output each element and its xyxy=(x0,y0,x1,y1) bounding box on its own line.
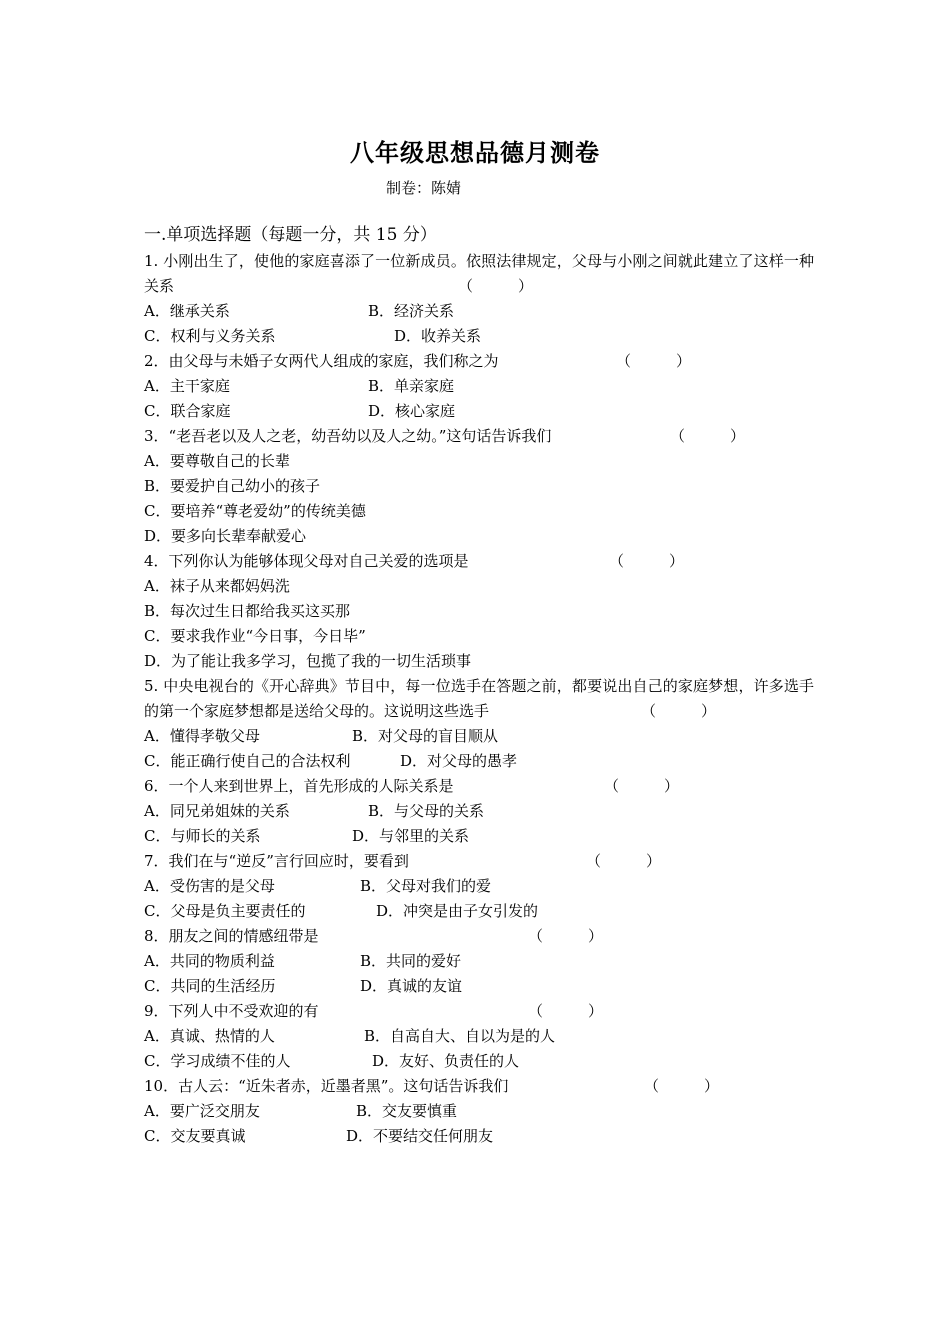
option-c: C．能正确行使自己的合法权利 xyxy=(144,752,351,770)
answer-blank: （ ） xyxy=(609,552,685,570)
option-b: B．共同的爱好 xyxy=(360,952,462,970)
option-d: D．为了能让我多学习，包揽了我的一切生活琐事 xyxy=(144,652,472,670)
option-d: D．核心家庭 xyxy=(368,402,456,420)
question-8-text: 8．朋友之间的情感纽带是 xyxy=(144,927,319,945)
option-row xyxy=(144,324,814,349)
question-7-text: 7．我们在与“逆反”言行回应时，要看到 xyxy=(144,852,409,870)
question-8 xyxy=(144,924,814,949)
question-2-text: 2．由父母与未婚子女两代人组成的家庭，我们称之为 xyxy=(144,352,499,370)
question-4-text: 4．下列你认为能够体现父母对自己关爱的选项是 xyxy=(144,552,469,570)
author-line: 制卷：陈婧 xyxy=(386,179,462,197)
answer-blank: （ ） xyxy=(586,852,662,870)
option-row xyxy=(144,949,814,974)
answer-blank: （ ） xyxy=(604,777,680,795)
option-row xyxy=(144,1124,814,1149)
option-row xyxy=(144,1024,814,1049)
option-c: C．学习成绩不佳的人 xyxy=(144,1052,291,1070)
option-b: B．父母对我们的爱 xyxy=(360,877,492,895)
option-d: D．冲突是由子女引发的 xyxy=(376,902,539,920)
option-d: D．收养关系 xyxy=(394,327,482,345)
section-heading: 一.单项选择题（每题一分，共 15 分） xyxy=(144,225,437,245)
question-9 xyxy=(144,999,814,1024)
question-6-text: 6．一个人来到世界上，首先形成的人际关系是 xyxy=(144,777,454,795)
answer-blank: （ ） xyxy=(670,427,746,445)
option-b: B．经济关系 xyxy=(368,302,455,320)
option-b: B．自高自大、自以为是的人 xyxy=(364,1027,556,1045)
option-row xyxy=(144,974,814,999)
option-a: A．要广泛交朋友 xyxy=(144,1102,260,1120)
option-row xyxy=(144,899,814,924)
answer-blank: （ ） xyxy=(616,352,692,370)
option-c: C．要求我作业“今日事，今日毕” xyxy=(144,627,366,645)
option-b: B．要爱护自己幼小的孩子 xyxy=(144,477,321,495)
option-b: B．每次过生日都给我买这买那 xyxy=(144,602,351,620)
answer-blank: （ ） xyxy=(528,927,604,945)
page-title: 八年级思想品德月测卷 xyxy=(350,138,600,167)
option-c: C．权利与义务关系 xyxy=(144,327,276,345)
question-5-text: 5. 中央电视台的《开心辞典》节目中，每一位选手在答题之前，都要说出自己的家庭梦想，许多选手的第一个家庭梦想都是送给父母的。这说明这些选手 xyxy=(144,677,814,720)
option-b: B．交友要慎重 xyxy=(356,1102,458,1120)
option-d: D．要多向长辈奉献爱心 xyxy=(144,527,307,545)
question-5 xyxy=(144,674,814,724)
option-row xyxy=(144,749,814,774)
option-row xyxy=(144,1049,814,1074)
question-1 xyxy=(144,249,814,299)
option-row xyxy=(144,1099,814,1124)
option-a: A．共同的物质利益 xyxy=(144,952,275,970)
option-a: A．主干家庭 xyxy=(144,377,230,395)
question-1-text: 1. 小刚出生了，使他的家庭喜添了一位新成员。依照法律规定，父母与小刚之间就此建立了这样一种关系 xyxy=(144,252,814,295)
option-a: A．同兄弟姐妹的关系 xyxy=(144,802,290,820)
exam-content xyxy=(144,222,814,1149)
question-3-text: 3．“老吾老以及人之老，幼吾幼以及人之幼。”这句话告诉我们 xyxy=(144,427,552,445)
option-b: B．单亲家庭 xyxy=(368,377,455,395)
option-b: B．对父母的盲目顺从 xyxy=(352,727,499,745)
option-c: C．联合家庭 xyxy=(144,402,231,420)
question-4 xyxy=(144,549,814,574)
option-row xyxy=(144,824,814,849)
option-c: C．交友要真诚 xyxy=(144,1127,246,1145)
question-9-text: 9．下列人中不受欢迎的有 xyxy=(144,1002,319,1020)
option-d: D．对父母的愚孝 xyxy=(400,752,518,770)
option-c: C．与师长的关系 xyxy=(144,827,261,845)
option-c: C．父母是负主要责任的 xyxy=(144,902,306,920)
option-c: C．要培养“尊老爱幼”的传统美德 xyxy=(144,502,366,520)
answer-blank: （ ） xyxy=(458,277,534,295)
option-a: A．继承关系 xyxy=(144,302,230,320)
question-2 xyxy=(144,349,814,374)
option-a: A．要尊敬自己的长辈 xyxy=(144,452,290,470)
question-3 xyxy=(144,424,814,449)
option-row xyxy=(144,799,814,824)
option-d: D．不要结交任何朋友 xyxy=(346,1127,494,1145)
question-10-text: 10．古人云：“近朱者赤，近墨者黑”。这句话告诉我们 xyxy=(144,1077,509,1095)
option-d: D．与邻里的关系 xyxy=(352,827,470,845)
option-row xyxy=(144,874,814,899)
option-row xyxy=(144,374,814,399)
option-a: A．懂得孝敬父母 xyxy=(144,727,260,745)
answer-blank: （ ） xyxy=(641,702,717,720)
question-10 xyxy=(144,1074,814,1099)
answer-blank: （ ） xyxy=(644,1077,720,1095)
option-row xyxy=(144,724,814,749)
option-a: A．袜子从来都妈妈洗 xyxy=(144,577,290,595)
question-7 xyxy=(144,849,814,874)
option-b: B．与父母的关系 xyxy=(368,802,485,820)
option-a: A．真诚、热情的人 xyxy=(144,1027,275,1045)
option-row xyxy=(144,399,814,424)
option-a: A．受伤害的是父母 xyxy=(144,877,275,895)
option-d: D．友好、负责任的人 xyxy=(372,1052,520,1070)
question-6 xyxy=(144,774,814,799)
option-c: C．共同的生活经历 xyxy=(144,977,276,995)
option-d: D．真诚的友谊 xyxy=(360,977,463,995)
answer-blank: （ ） xyxy=(528,1002,604,1020)
option-row xyxy=(144,299,814,324)
